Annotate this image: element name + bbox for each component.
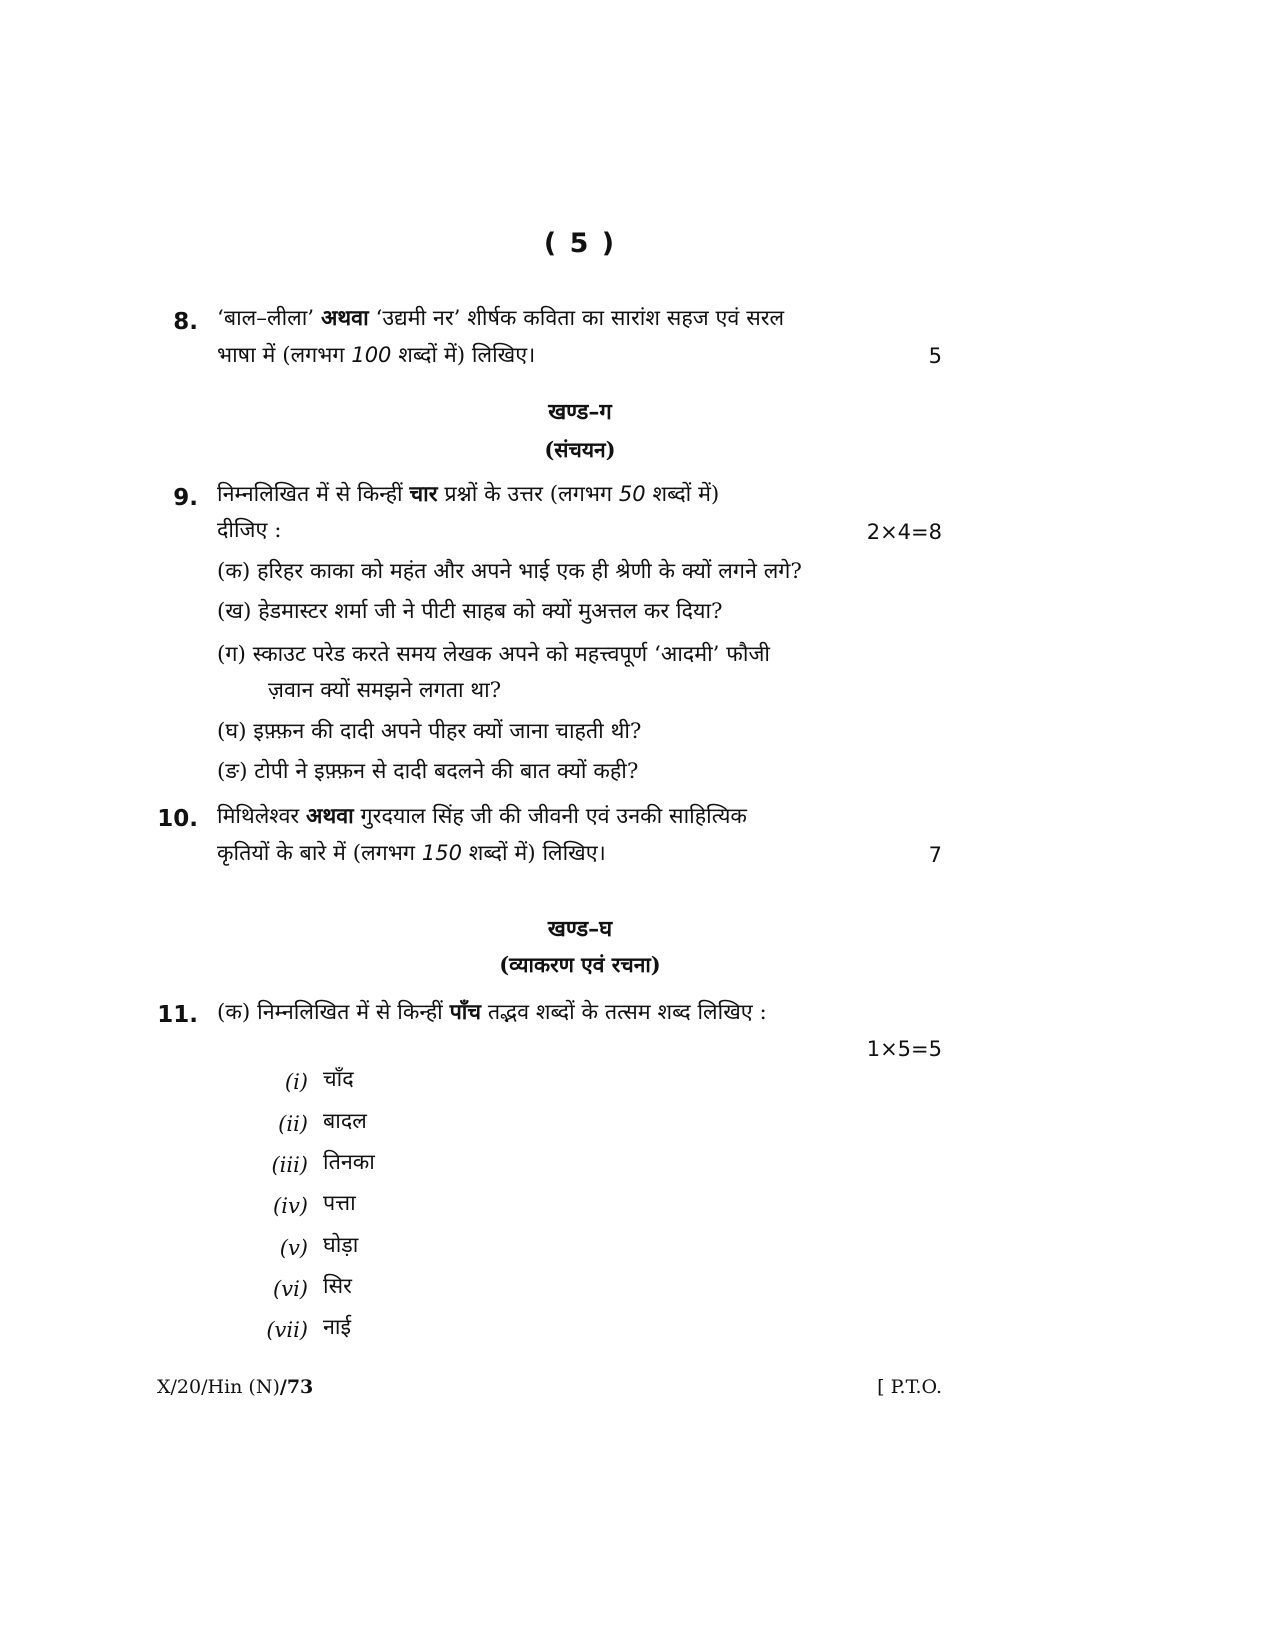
item-numeral: (v)	[279, 1236, 308, 1260]
page-number: ( 5 )	[543, 228, 617, 259]
section-c-title: खण्ड–ग	[548, 399, 612, 425]
question-9-part-ga: (ग) स्काउट परेड करते समय लेखक अपने को महत्त्वपूर्ण ‘आदमी’ फौजी	[217, 642, 770, 667]
question-9-line-1: निम्नलिखित में से किन्हीं चार प्रश्नों के उत्तर (लगभग 50 शब्दों में)	[217, 482, 720, 507]
question-9-number: 9.	[173, 485, 198, 511]
item-numeral: (i)	[284, 1070, 308, 1094]
section-d-subtitle: (व्याकरण एवं रचना)	[499, 952, 661, 977]
item-numeral: (iii)	[271, 1153, 308, 1177]
question-9-part-gha: (घ) इफ़्फ़न की दादी अपने पीहर क्यों जाना चाहती थी?	[217, 719, 642, 744]
question-8-line-2: भाषा में (लगभग 100 शब्दों में) लिखिए।	[217, 343, 536, 368]
question-9-line-2: दीजिए :	[217, 518, 282, 543]
page-turn-note: [ P.T.O.	[877, 1376, 942, 1398]
question-10-line-1: मिथिलेश्वर अथवा गुरदयाल सिंह जी की जीवनी एवं उनकी साहित्यिक	[217, 804, 747, 829]
item-word: नाई	[323, 1315, 352, 1340]
item-numeral: (iv)	[273, 1194, 308, 1218]
question-8-number: 8.	[173, 309, 198, 335]
item-numeral: (vi)	[273, 1277, 308, 1301]
item-word: तिनका	[323, 1150, 375, 1175]
question-11-line-1: (क) निम्नलिखित में से किन्हीं पाँच तद्भव शब्दों के तत्सम शब्द लिखिए :	[217, 1000, 767, 1025]
item-word: बादल	[323, 1109, 367, 1134]
question-10-number: 10.	[157, 806, 198, 832]
question-9-part-ga-cont: ज़वान क्यों समझने लगता था?	[268, 678, 502, 703]
section-c-subtitle: (संचयन)	[544, 437, 616, 462]
question-10-line-2: कृतियों के बारे में (लगभग 150 शब्दों में) लिखिए।	[217, 841, 606, 866]
question-9-part-kha: (ख) हेडमास्टर शर्मा जी ने पीटी साहब को क्यों मुअत्तल कर दिया?	[217, 599, 723, 624]
section-d-title: खण्ड–घ	[547, 916, 613, 942]
item-word: सिर	[323, 1274, 352, 1299]
item-numeral: (ii)	[278, 1112, 308, 1136]
question-8-line-1: ‘बाल–लीला’ अथवा ‘उद्यमी नर’ शीर्षक कविता का सारांश सहज एवं सरल	[217, 306, 785, 331]
item-word: पत्ता	[323, 1191, 356, 1216]
item-word: घोड़ा	[323, 1233, 359, 1258]
question-9-marks: 2×4=8	[866, 520, 942, 544]
item-word: चाँद	[323, 1067, 354, 1092]
question-9-part-ka: (क) हरिहर काका को महंत और अपने भाई एक ही श्रेणी के क्यों लगने लगे?	[217, 559, 802, 584]
question-8-marks: 5	[928, 344, 942, 368]
question-11-marks: 1×5=5	[866, 1037, 942, 1061]
question-9-part-nga: (ङ) टोपी ने इफ़्फ़न से दादी बदलने की बात क्यों कही?	[217, 759, 639, 784]
question-11-number: 11.	[157, 1002, 198, 1028]
item-numeral: (vii)	[266, 1318, 308, 1342]
question-10-marks: 7	[928, 843, 942, 867]
paper-code: X/20/Hin (N)/73	[157, 1376, 314, 1398]
